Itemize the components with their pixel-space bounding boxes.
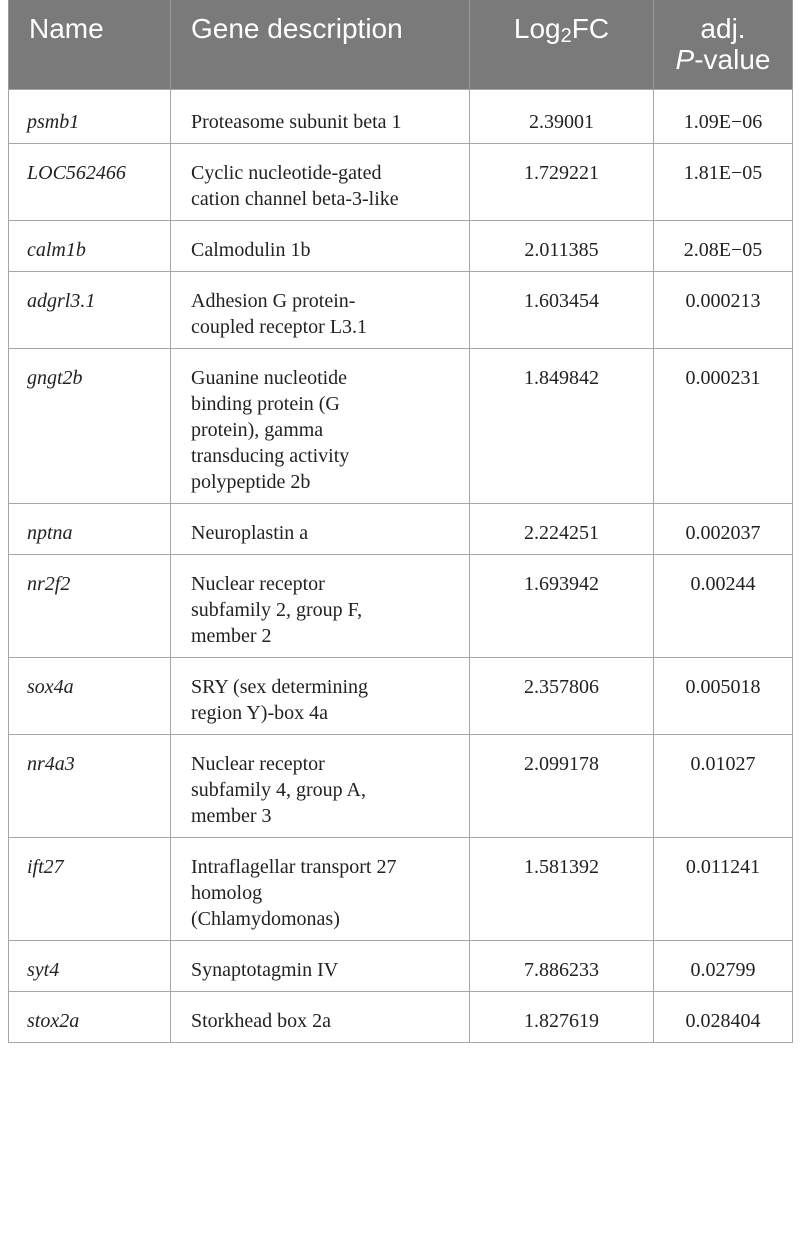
log2fc-value: 2.39001 (470, 90, 654, 144)
gene-name: psmb1 (9, 90, 171, 144)
gene-name: LOC562466 (9, 144, 171, 221)
header-log2fc: Log$_2$FC (470, 0, 654, 90)
adj-pvalue: 2.08E−05 (654, 221, 793, 272)
table-row (9, 144, 793, 221)
gene-description: Nuclear receptor subfamily 2, group F, member 2 (171, 555, 470, 658)
table-row (9, 504, 793, 555)
gene-description: Calmodulin 1b (171, 221, 470, 272)
log2fc-value: 7.886233 (470, 941, 654, 992)
header-row (9, 0, 793, 90)
gene-name: nr4a3 (9, 735, 171, 838)
adj-pvalue: 1.81E−05 (654, 144, 793, 221)
table-row (9, 349, 793, 504)
gene-description: Neuroplastin a (171, 504, 470, 555)
adj-pvalue: 0.028404 (654, 992, 793, 1043)
gene-description: Storkhead box 2a (171, 992, 470, 1043)
adj-pvalue: 0.002037 (654, 504, 793, 555)
gene-description: Proteasome subunit beta 1 (171, 90, 470, 144)
header-description: Gene description (171, 0, 470, 90)
gene-name: syt4 (9, 941, 171, 992)
table-row (9, 221, 793, 272)
log2fc-value: 2.224251 (470, 504, 654, 555)
gene-description: Intraflagellar transport 27 homolog (Chlamydomonas) (171, 838, 470, 941)
table-row (9, 941, 793, 992)
gene-table (8, 0, 793, 1043)
log2fc-value: 1.581392 (470, 838, 654, 941)
table-row (9, 90, 793, 144)
gene-name: ift27 (9, 838, 171, 941)
adj-pvalue: 0.00244 (654, 555, 793, 658)
log2fc-value: 1.693942 (470, 555, 654, 658)
log2fc-value: 2.011385 (470, 221, 654, 272)
table-row (9, 272, 793, 349)
gene-description: Cyclic nucleotide-gated cation channel beta-3-like (171, 144, 470, 221)
gene-name: nptna (9, 504, 171, 555)
gene-description: Adhesion G protein-coupled receptor L3.1 (171, 272, 470, 349)
table-row (9, 735, 793, 838)
gene-name: nr2f2 (9, 555, 171, 658)
table-row (9, 992, 793, 1043)
gene-name: sox4a (9, 658, 171, 735)
gene-description: Guanine nucleotide binding protein (G protein), gamma transducing activity polypeptide 2b (171, 349, 470, 504)
adj-pvalue: 0.000213 (654, 272, 793, 349)
log2fc-value: 1.729221 (470, 144, 654, 221)
gene-description: SRY (sex determining region Y)-box 4a (171, 658, 470, 735)
table-row (9, 658, 793, 735)
log2fc-value: 2.099178 (470, 735, 654, 838)
header-adj-pvalue: adj. P-value (654, 0, 793, 90)
adj-pvalue: 0.005018 (654, 658, 793, 735)
header-name: Name (9, 0, 171, 90)
log2fc-value: 1.603454 (470, 272, 654, 349)
gene-name: gngt2b (9, 349, 171, 504)
table-row (9, 555, 793, 658)
gene-name: calm1b (9, 221, 171, 272)
table-row (9, 838, 793, 941)
log2fc-value: 1.827619 (470, 992, 654, 1043)
adj-pvalue: 0.02799 (654, 941, 793, 992)
adj-pvalue: 0.011241 (654, 838, 793, 941)
adj-pvalue: 1.09E−06 (654, 90, 793, 144)
gene-name: stox2a (9, 992, 171, 1043)
log2fc-value: 1.849842 (470, 349, 654, 504)
gene-description: Synaptotagmin IV (171, 941, 470, 992)
adj-pvalue: 0.000231 (654, 349, 793, 504)
gene-name: adgrl3.1 (9, 272, 171, 349)
gene-description: Nuclear receptor subfamily 4, group A, member 3 (171, 735, 470, 838)
log2fc-value: 2.357806 (470, 658, 654, 735)
adj-pvalue: 0.01027 (654, 735, 793, 838)
